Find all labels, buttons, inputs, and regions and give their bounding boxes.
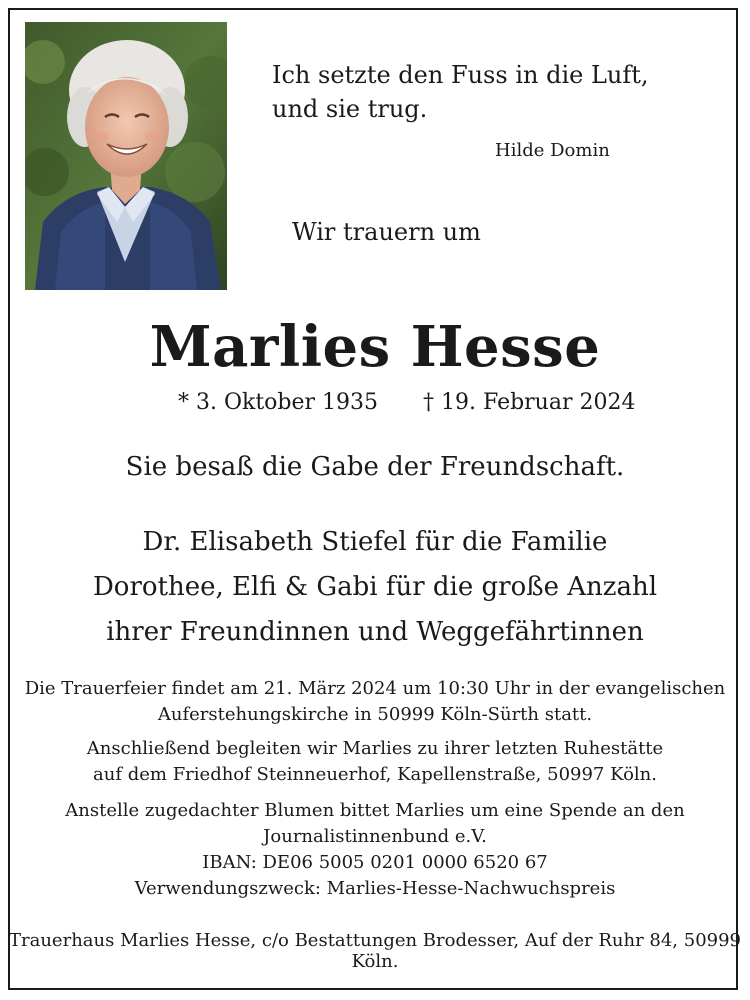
burial-line: Anschließend begleiten wir Marlies zu ihrer letzten Ruhestätte xyxy=(86,738,664,759)
quote-author: Hilde Domin xyxy=(495,140,610,161)
mourners-list xyxy=(0,520,750,655)
deceased-name: Marlies Hesse xyxy=(149,314,601,380)
donation-info xyxy=(0,798,750,902)
funeral-home-address: Trauerhaus Marlies Hesse, c/o Bestattungen Brodesser, Auf der Ruhr 84, 50999 Köln. xyxy=(9,930,741,972)
donation-line: Journalistinnenbund e.V. xyxy=(263,826,487,847)
birth-date: * 3. Oktober 1935 xyxy=(178,390,379,415)
donation-iban: IBAN: DE06 5005 0201 0000 6520 67 xyxy=(202,852,548,873)
quote-line-2: und sie trug. xyxy=(272,95,428,123)
mourner-line: Dr. Elisabeth Stiefel für die Familie xyxy=(142,527,608,557)
ceremony-info xyxy=(0,676,750,728)
ceremony-line: Die Trauerfeier findet am 21. März 2024 um 10:30 Uhr in der evangelischen xyxy=(24,678,726,699)
motto: Sie besaß die Gabe der Freundschaft. xyxy=(125,452,625,482)
burial-line: auf dem Friedhof Steinneuerhof, Kapellenstraße, 50997 Köln. xyxy=(93,764,657,785)
donation-purpose: Verwendungszweck: Marlies-Hesse-Nachwuchspreis xyxy=(134,878,616,899)
mourning-intro: Wir trauern um xyxy=(292,218,481,246)
poem-quote xyxy=(272,58,649,126)
mourner-line: ihrer Freundinnen und Weggefährtinnen xyxy=(106,617,644,647)
quote-line-1: Ich setzte den Fuss in die Luft, xyxy=(272,61,649,89)
portrait-photo xyxy=(25,22,227,290)
mourner-line: Dorothee, Elfi & Gabi für die große Anzahl xyxy=(92,572,658,602)
ceremony-line: Auferstehungskirche in 50999 Köln-Sürth statt. xyxy=(157,704,593,725)
donation-line: Anstelle zugedachter Blumen bittet Marlies um eine Spende an den xyxy=(65,800,685,821)
life-dates xyxy=(178,390,635,415)
death-date: † 19. Februar 2024 xyxy=(423,390,636,415)
burial-info xyxy=(0,736,750,788)
